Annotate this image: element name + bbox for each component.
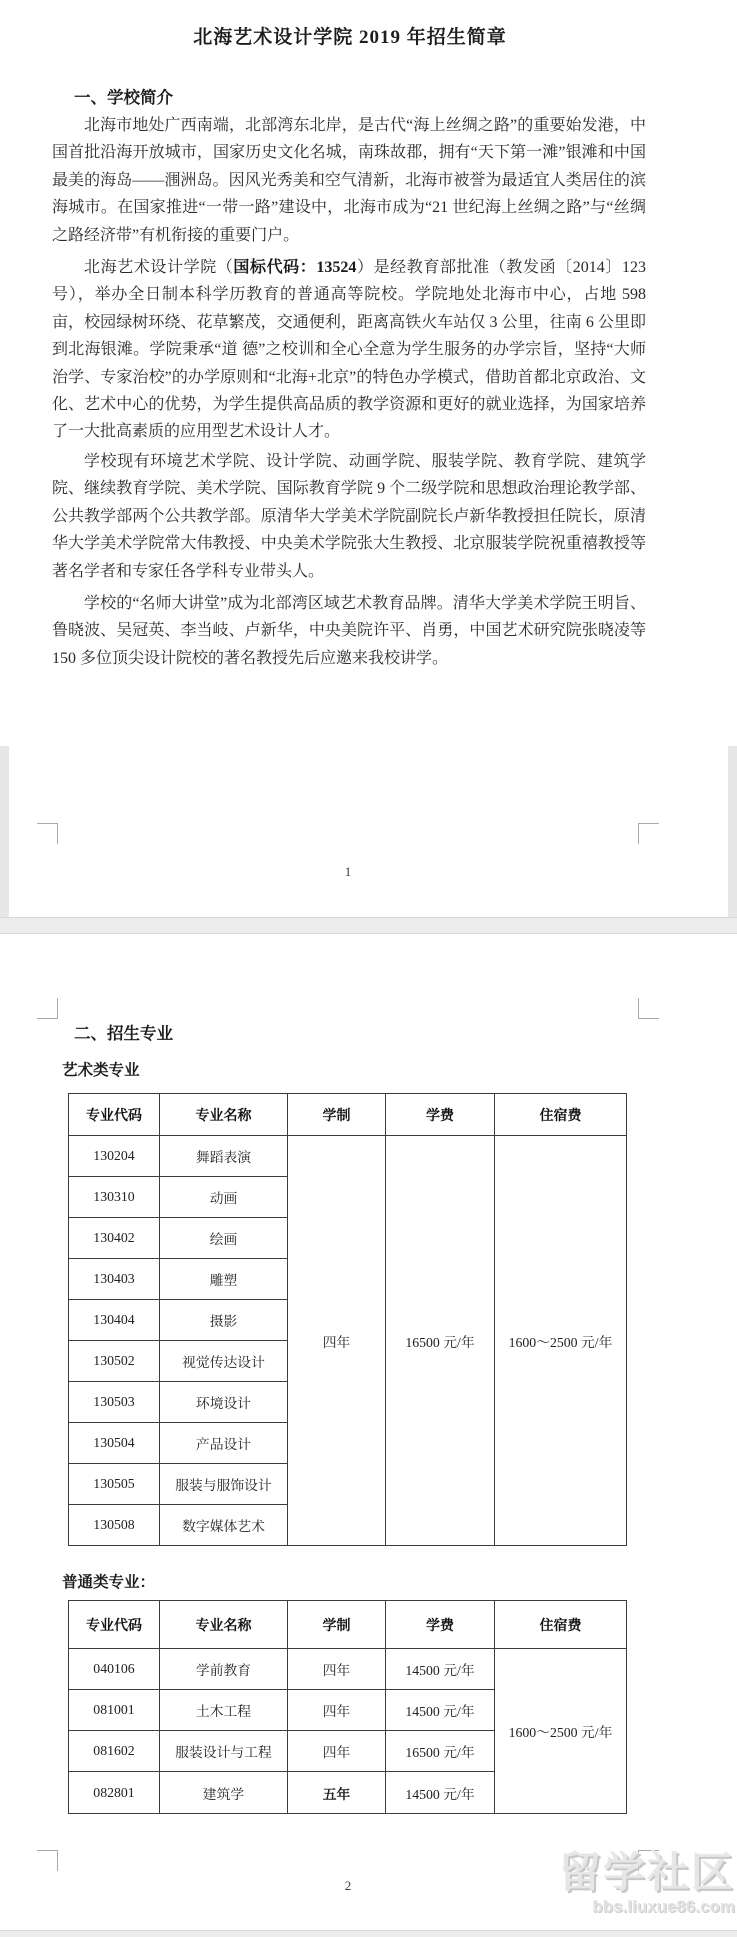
major-name-cell: 环境设计 (160, 1382, 288, 1423)
major-name-cell: 舞蹈表演 (160, 1136, 288, 1177)
major-code-cell: 082801 (69, 1772, 160, 1814)
header-major-name: 专业名称 (160, 1094, 288, 1136)
major-code-cell: 130502 (69, 1341, 160, 1382)
crop-mark-page2-top-left (37, 998, 58, 1019)
major-name-cell: 建筑学 (160, 1772, 288, 1814)
major-name-cell: 服装与服饰设计 (160, 1464, 288, 1505)
major-name-cell: 服装设计与工程 (160, 1731, 288, 1772)
header-major-name: 专业名称 (160, 1601, 288, 1649)
major-code-cell: 130404 (69, 1300, 160, 1341)
major-name-cell: 土木工程 (160, 1690, 288, 1731)
major-name-cell: 产品设计 (160, 1423, 288, 1464)
paragraph-college-intro-pre: 北海艺术设计学院（ (84, 259, 234, 276)
crop-mark-page2-bottom-left (37, 1850, 58, 1871)
paragraph-schools-list: 学校现有环境艺术学院、设计学院、动画学院、服装学院、教育学院、建筑学院、继续教育学院、美术学院、国际教育学院 9 个二级学院和思想政治理论教学部、公共教学部两个公共教学部。原清华大学美术学院副院长卢新华教授担任院长，原清华大学美术学院常大伟教授、中央美术学院张大生教授、北京服装学院祝重禧教授等著名学者和专家任各学科专业带头人。 (52, 453, 646, 580)
general-majors-subheading: 普通类专业： (62, 1574, 156, 1591)
duration-cell: 四年 (288, 1649, 386, 1690)
section-heading-2: 二、招生专业 (74, 1024, 173, 1043)
tuition-cell: 14500 元/年 (386, 1649, 495, 1690)
tuition-cell: 14500 元/年 (386, 1772, 495, 1814)
general-table-header-row (69, 1601, 627, 1649)
duration-cell: 四年 (288, 1731, 386, 1772)
major-name-cell: 雕塑 (160, 1259, 288, 1300)
merged-duration-cell: 四年 (288, 1136, 386, 1546)
header-major-code: 专业代码 (69, 1601, 160, 1649)
watermark-logo: 留学社区 (558, 1849, 735, 1896)
major-code-cell: 130310 (69, 1177, 160, 1218)
paragraph-city-intro: 北海市地处广西南端，北部湾东北岸，是古代“海上丝绸之路”的重要始发港，中国首批沿海开放城市，国家历史文化名城，南珠故郡，拥有“天下第一滩”银滩和中国最美的海岛——涠洲岛。因风光秀美和空气清新，北海市被誉为最适宜人类居住的滨海城市。在国家推进“一带一路”建设中，北海市成为“21 世纪海上丝绸之路”与“丝绸之路经济带”有机衔接的重要门户。 (52, 117, 646, 244)
bottom-page-separator (0, 1930, 737, 1937)
paragraph-college-intro-post: ）是经教育部批准（教发函〔2014〕123 号），举办全日制本科学历教育的普通高等院校。学院地处北海市中心，占地 598 亩，校园绿树环绕、花草繁茂，交通便利，距离高铁火车站仅 3 公里，往南 6 公里即到北海银滩。学院秉承“道 德”之校训和全心全意为学生服务的办学宗旨，坚持“大师治学、专家治校”的办学原则和“北海+北京”的特色办学模式，借助首都北京政治、文化、艺术中心的优势，为学生提供高品质的教学资源和更好的就业选择，为国家培养了一大批高素质的应用型艺术设计人才。 (52, 259, 646, 441)
major-code-cell: 130204 (69, 1136, 160, 1177)
duration-cell: 五年 (288, 1772, 386, 1814)
major-name-cell: 动画 (160, 1177, 288, 1218)
page-number-1: 1 (344, 864, 352, 879)
major-code-cell: 081001 (69, 1690, 160, 1731)
major-name-cell: 学前教育 (160, 1649, 288, 1690)
major-code-cell: 081602 (69, 1731, 160, 1772)
header-tuition: 学费 (386, 1094, 495, 1136)
section-heading-1: 一、学校简介 (74, 88, 173, 107)
page-number-2: 2 (344, 1878, 352, 1893)
crop-mark-page1-bottom-right (638, 823, 659, 844)
header-accommodation: 住宿费 (495, 1601, 627, 1649)
viewer-background-right-edge (728, 746, 737, 934)
major-code-cell: 040106 (69, 1649, 160, 1690)
header-duration: 学制 (288, 1601, 386, 1649)
merged-accommodation-cell: 1600～2500 元/年 (495, 1136, 627, 1546)
header-major-code: 专业代码 (69, 1094, 160, 1136)
general-majors-table (68, 1600, 627, 1814)
major-code-cell: 130508 (69, 1505, 160, 1546)
art-majors-subheading: 艺术类专业 (62, 1062, 140, 1079)
page-separator (0, 917, 737, 934)
crop-mark-page2-top-right (638, 998, 659, 1019)
tuition-cell: 16500 元/年 (386, 1731, 495, 1772)
viewer-background-left-edge (0, 746, 9, 934)
major-name-cell: 数字媒体艺术 (160, 1505, 288, 1546)
crop-mark-page2-bottom-right (638, 1850, 659, 1871)
paragraph-college-intro (52, 254, 646, 446)
duration-cell: 四年 (288, 1690, 386, 1731)
major-name-cell: 摄影 (160, 1300, 288, 1341)
page-title: 北海艺术设计学院 2019 年招生简章 (193, 27, 507, 48)
header-tuition: 学费 (386, 1601, 495, 1649)
header-accommodation: 住宿费 (495, 1094, 627, 1136)
table-row (69, 1649, 627, 1690)
merged-accommodation-cell: 1600～2500 元/年 (495, 1649, 627, 1814)
table-row (69, 1136, 627, 1177)
art-majors-table (68, 1093, 627, 1546)
major-name-cell: 视觉传达设计 (160, 1341, 288, 1382)
major-code-cell: 130402 (69, 1218, 160, 1259)
major-code-cell: 130505 (69, 1464, 160, 1505)
major-name-cell: 绘画 (160, 1218, 288, 1259)
tuition-cell: 14500 元/年 (386, 1690, 495, 1731)
major-code-cell: 130503 (69, 1382, 160, 1423)
major-code-cell: 130403 (69, 1259, 160, 1300)
crop-mark-page1-bottom-left (37, 823, 58, 844)
merged-tuition-cell: 16500 元/年 (386, 1136, 495, 1546)
national-code-bold: 国标代码：13524 (233, 259, 357, 276)
art-table-header-row (69, 1094, 627, 1136)
major-code-cell: 130504 (69, 1423, 160, 1464)
header-duration: 学制 (288, 1094, 386, 1136)
watermark-url: bbs.liuxue86.com (592, 1897, 735, 1916)
paragraph-lecture-brand: 学校的“名师大讲堂”成为北部湾区域艺术教育品牌。清华大学美术学院王明旨、鲁晓波、吴冠英、李当岐、卢新华，中央美院许平、肖勇，中国艺术研究院张晓凌等 150 多位顶尖设计院校的著名教授先后应邀来我校讲学。 (52, 595, 646, 667)
